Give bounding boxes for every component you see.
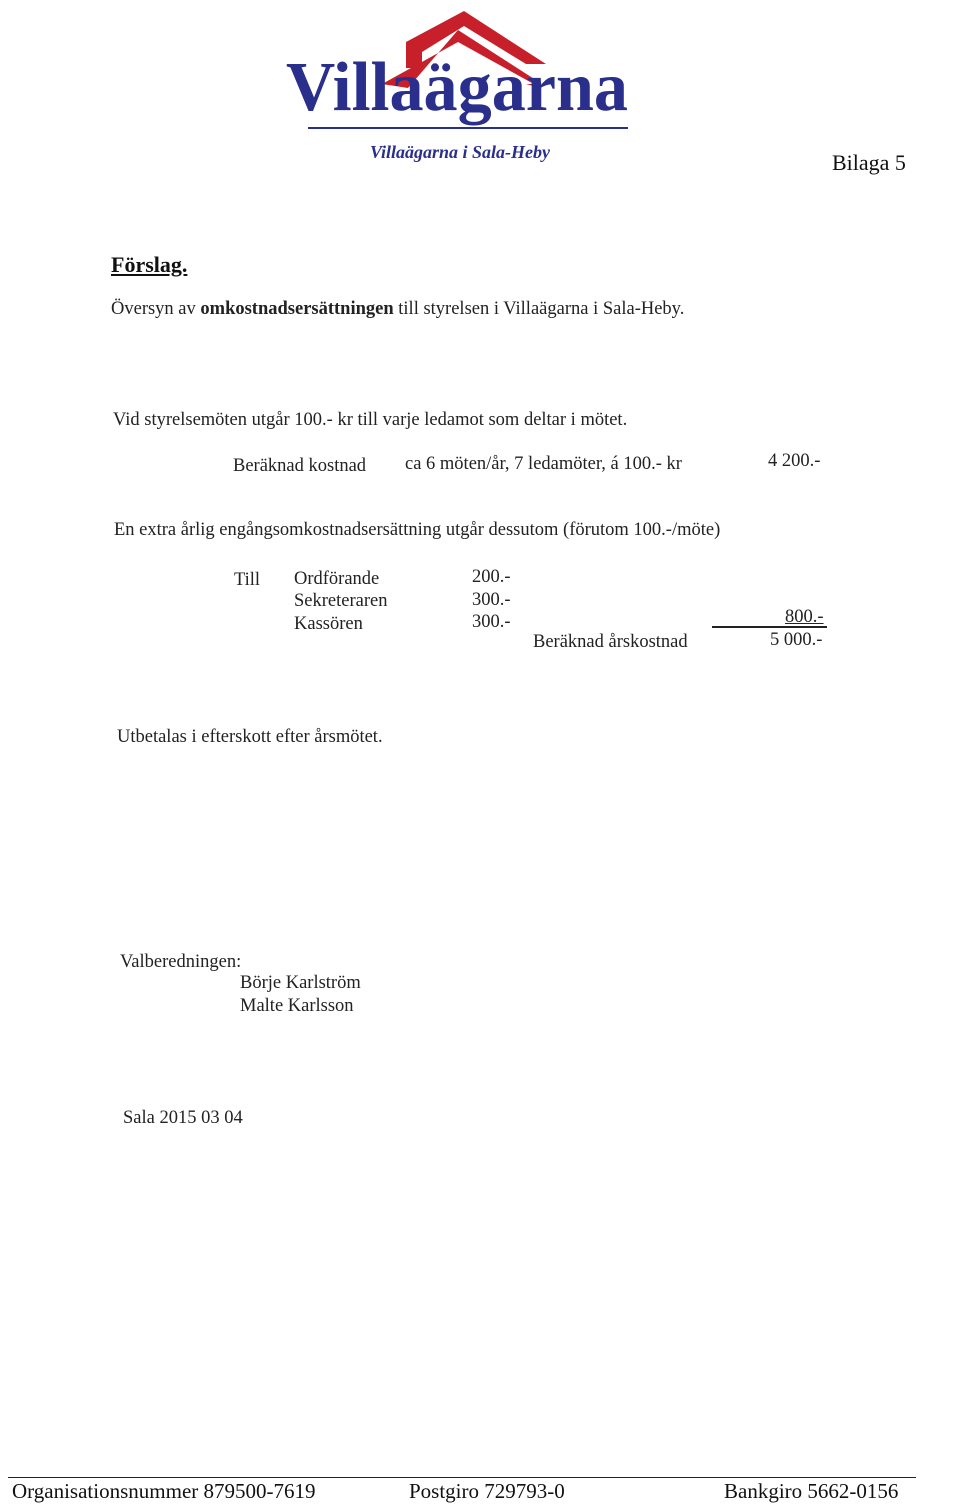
villaagarna-logo (286, 8, 632, 168)
meeting-cost-detail: ca 6 möten/år, 7 ledamöter, á 100.- kr (405, 454, 682, 474)
committee-member: Malte Karlsson (240, 996, 354, 1016)
house-roof-logo-graphic (286, 8, 632, 138)
footer-bankgiro: Bankgiro 5662-0156 (724, 1479, 899, 1503)
list-item-amount: 200.- (472, 567, 511, 587)
list-item-amount: 300.- (472, 612, 511, 632)
extra-to-label: Till (234, 570, 261, 590)
annual-cost-amount: 5 000.- (770, 630, 823, 650)
intro-prefix: Översyn av (111, 299, 196, 319)
logo-wordmark: Villaägarna (286, 49, 628, 126)
intro-line (111, 299, 684, 320)
page-title: Förslag. (111, 252, 188, 277)
list-item-role: Sekreteraren (294, 591, 388, 611)
list-item-role: Kassören (294, 614, 363, 634)
committee-member: Börje Karlström (240, 973, 361, 993)
meeting-rule: Vid styrelsemöten utgår 100.- kr till varje ledamot som deltar i mötet. (113, 410, 628, 430)
committee-title: Valberedningen: (120, 952, 242, 972)
intro-bold: omkostnadsersättningen (200, 299, 394, 319)
footer-org-number: Organisationsnummer 879500-7619 (12, 1479, 316, 1503)
footer-postgiro: Postgiro 729793-0 (409, 1479, 565, 1503)
meeting-cost-amount: 4 200.- (768, 451, 821, 471)
payment-note: Utbetalas i efterskott efter årsmötet. (117, 727, 383, 747)
footer-divider (8, 1477, 916, 1478)
attachment-label: Bilaga 5 (832, 150, 906, 175)
annual-cost-label: Beräknad årskostnad (533, 632, 688, 652)
extra-rule: En extra årlig engångsomkostnadsersättning utgår dessutom (förutom 100.-/möte) (114, 520, 721, 540)
list-item-role: Ordförande (294, 569, 380, 589)
extra-subtotal: 800.- (785, 607, 824, 627)
list-item-amount: 300.- (472, 590, 511, 610)
logo-subtitle: Villaägarna i Sala-Heby (370, 142, 551, 162)
meeting-cost-label: Beräknad kostnad (233, 456, 367, 476)
intro-suffix: till styrelsen i Villaägarna i Sala-Heby. (398, 299, 685, 319)
place-date: Sala 2015 03 04 (123, 1108, 243, 1128)
